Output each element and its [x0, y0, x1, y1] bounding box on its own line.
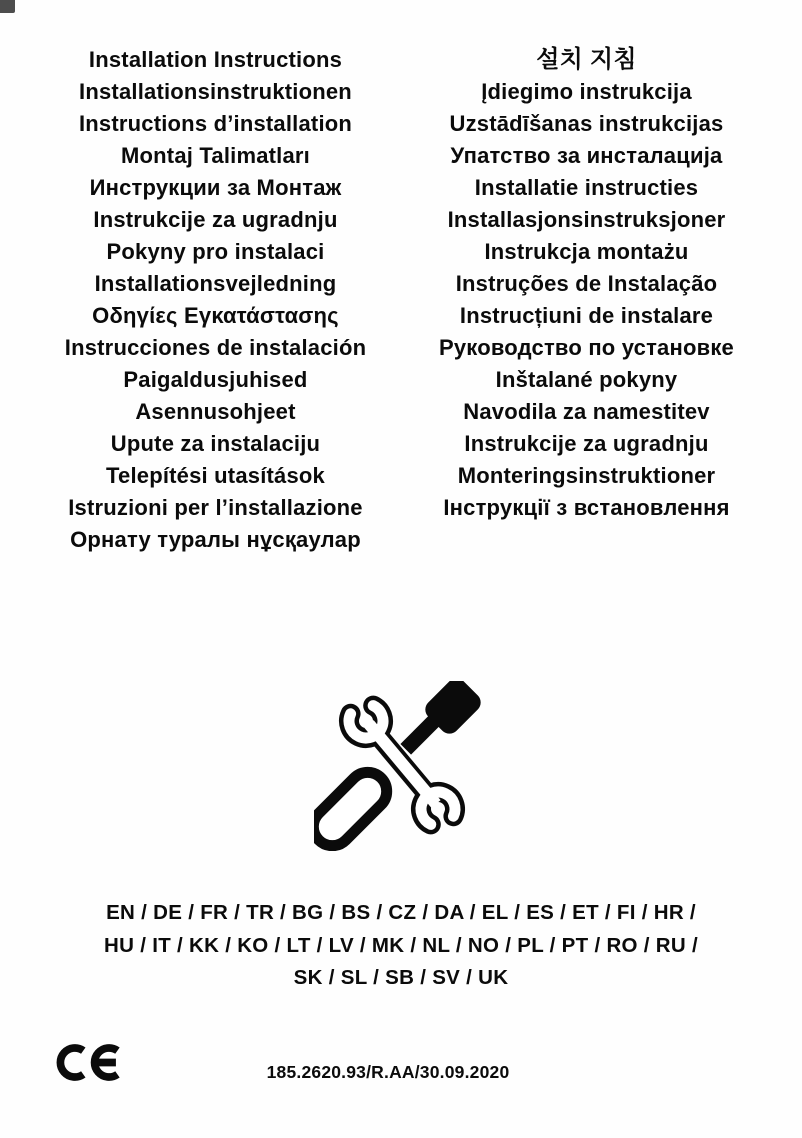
- title-line: Uzstādīšanas instrukcijas: [449, 111, 724, 136]
- scan-artifact: [0, 0, 15, 13]
- title-line: Упатство за инсталација: [450, 143, 723, 168]
- title-line: Οδηγίες Εγκατάστασης: [92, 303, 339, 328]
- title-line: Monteringsinstruktioner: [457, 463, 716, 488]
- title-line: Upute za instalaciju: [110, 431, 321, 456]
- title-line: 설치 지침: [536, 46, 637, 73]
- title-line: Telepítési utasítások: [106, 463, 325, 488]
- title-line: Instrukcja montażu: [484, 239, 689, 264]
- title-line: Paigaldusjuhised: [123, 367, 308, 392]
- title-line: Asennusohjeet: [135, 399, 296, 424]
- title-line: Instrukcije za ugradnju: [464, 431, 709, 456]
- title-line: Installatie instructies: [474, 175, 699, 200]
- title-line: Інструкції з встановлення: [443, 495, 730, 520]
- title-line: Pokyny pro instalaci: [106, 239, 325, 264]
- title-line: Руководство по установке: [439, 335, 734, 360]
- language-codes-line: EN / DE / FR / TR / BG / BS / CZ / DA / EL / ES / ET / FI / HR /: [106, 901, 696, 924]
- title-line: Инструкции за Монтаж: [89, 175, 342, 200]
- language-codes-line: SK / SL / SB / SV / UK: [293, 966, 509, 989]
- language-codes-block: [0, 897, 802, 995]
- title-line: Instrucciones de instalación: [64, 335, 367, 360]
- title-line: Įdiegimo instrukcija: [481, 79, 692, 104]
- title-line: Montaj Talimatları: [121, 143, 310, 168]
- tools-illustration: [0, 681, 802, 856]
- multilingual-title-block: [0, 44, 802, 556]
- document-code: 185.2620.93/R.AA/30.09.2020: [266, 1062, 510, 1082]
- title-line: Instrucțiuni de instalare: [459, 303, 714, 328]
- wrench-and-screwdriver-icon: [314, 681, 489, 851]
- title-line: Instruções de Instalação: [455, 271, 718, 296]
- title-line: Installationsinstruktionen: [79, 79, 352, 104]
- title-line: Installation Instructions: [88, 47, 343, 72]
- title-column-right: [401, 44, 772, 556]
- title-line: Орнату туралы нұсқаулар: [70, 527, 361, 552]
- title-line: Inštalané pokyny: [495, 367, 678, 392]
- title-line: Instrukcije za ugradnju: [93, 207, 338, 232]
- title-line: Installasjonsinstruksjoner: [447, 207, 726, 232]
- language-codes-line: HU / IT / KK / KO / LT / LV / MK / NL / NO / PL / PT / RO / RU /: [104, 933, 698, 957]
- title-line: Navodila za namestitev: [463, 399, 710, 424]
- title-column-left: [30, 44, 401, 556]
- title-line: Installationsvejledning: [94, 271, 337, 296]
- title-line: Istruzioni per l’installazione: [68, 495, 363, 520]
- title-line: Instructions d’installation: [78, 111, 353, 136]
